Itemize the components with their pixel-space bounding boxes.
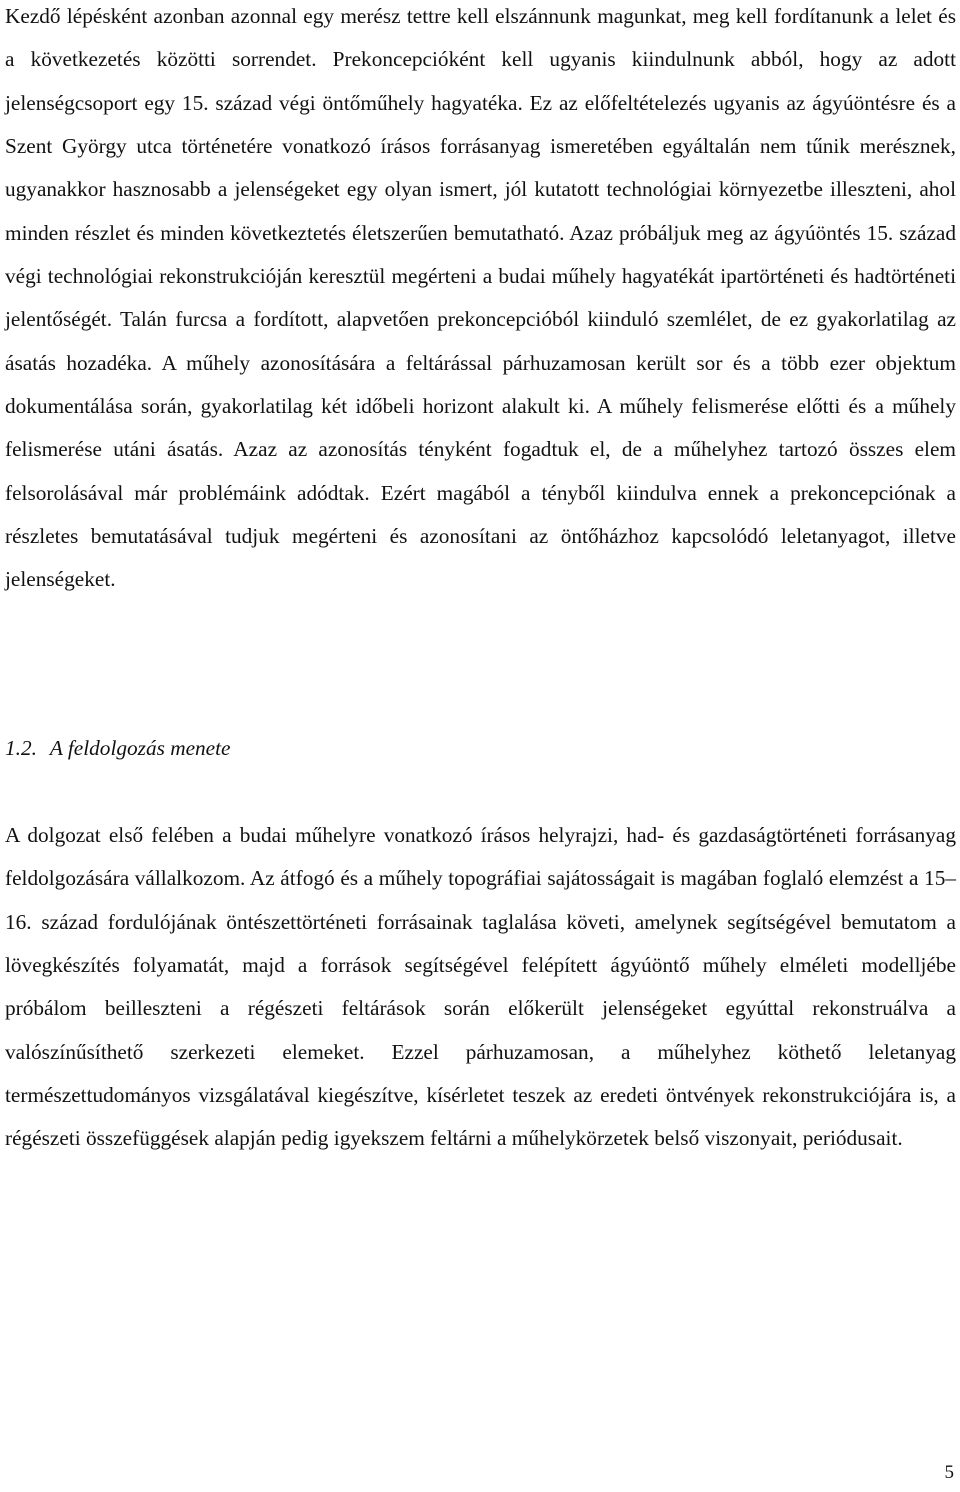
page-number: 5 <box>944 1462 954 1483</box>
body-paragraph: Kezdő lépésként azonban azonnal egy merész tettre kell elszánnunk magunkat, meg kell fordítanunk a lelet és a következetés közötti sorrendet. Prekoncepcióként kell ugyanis kiindulnunk abból, hogy az adott jelenségcsoport egy 15. század végi öntőműhely hagyatéka. Ez az előfeltételezés ugyanis az ágyúöntésre és a Szent György utca történetére vonatkozó írásos forrásanyag ismeretében egyáltalán nem tűnik merésznek, ugyanakkor hasznosabb a jelenségeket egy olyan ismert, jól kutatott technológiai környezetbe illeszteni, ahol minden részlet és minden következtetés életszerűen bemutatható. Azaz próbáljuk meg az ágyúöntés 15. század végi technológiai rekonstrukcióján keresztül megérteni a budai műhely hagyatékát ipartörténeti és hadtörténeti jelentőségét. Talán furcsa a fordított, alapvetően prekoncepcióból kiinduló szemlélet, de ez gyakorlatilag az ásatás hozadéka. A műhely azonosítására a feltárással párhuzamosan került sor és a több ezer objektum dokumentálása során, gyakorlatilag két időbeli horizont alakult ki. A műhely felismerése előtti és a műhely felismerése utáni ásatás. Azaz az azonosítás tényként fogadtuk el, de a műhelyhez tartozó összes elem felsorolásával már problémáink adódtak. Ezért magából a tényből kiindulva ennek a prekoncepciónak a részletes bemutatásával tudjuk megérteni és azonosítani az öntőházhoz kapcsolódó leletanyagot, illetve jelenségeket. <box>5 4 956 592</box>
section-heading <box>5 727 231 770</box>
body-paragraph: A dolgozat első felében a budai műhelyre vonatkozó írásos helyrajzi, had- és gazdaságtörténeti forrásanyag feldolgozására vállalkozom. Az átfogó és a műhely topográfiai sajátosságait is magában foglaló elemzést a 15–16. század fordulójának öntészettörténeti forrásainak taglalása követi, amelynek segítségével bemutatom a lövegkészítés folyamatát, majd a források segítségével felépített ágyúöntő műhely elméleti modelljébe próbálom beilleszteni a régészeti feltárások során előkerült jelenségeket egyúttal rekonstruálva a valószínűsíthető szerkezeti elemeket. Ezzel párhuzamosan, a műhelyhez köthető leletanyag természettudományos vizsgálatával kiegészítve, kísérletet teszek az eredeti öntvények rekonstrukciójára is, a régészeti összefüggések alapján pedig igyekszem feltárni a műhelykörzetek belső viszonyait, periódusait. <box>5 823 956 1151</box>
section-number: 1.2. <box>5 736 37 760</box>
section-title: A feldolgozás menete <box>49 736 231 760</box>
